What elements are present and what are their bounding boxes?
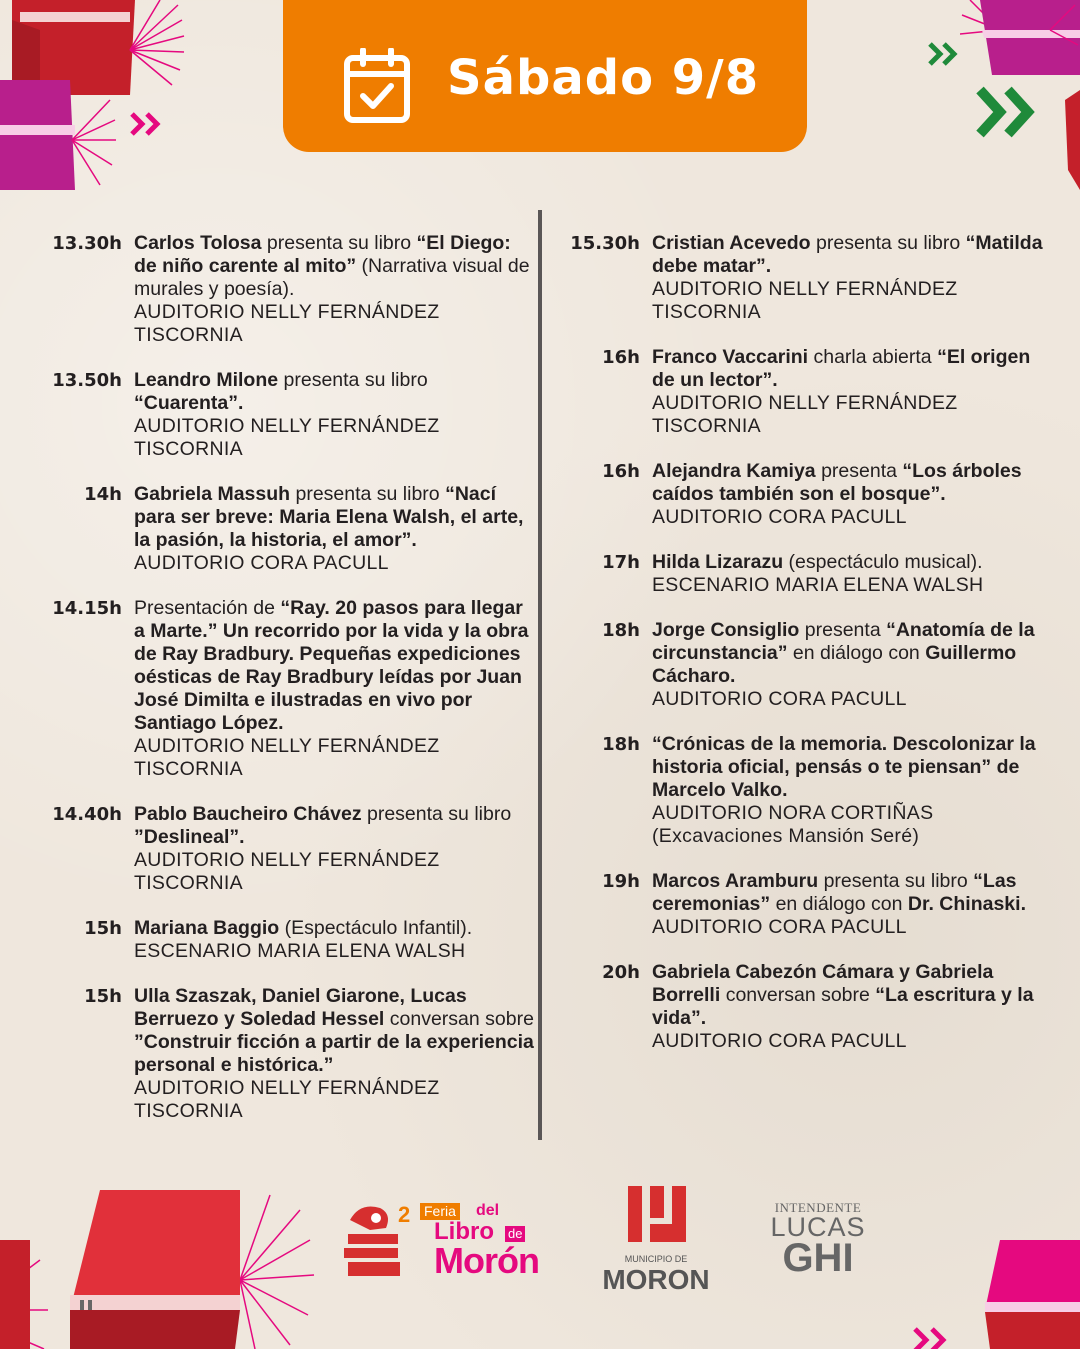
event-time: 20h — [602, 962, 640, 983]
event-time: 13.30h — [52, 233, 122, 254]
event-highlight: Guillermo Cácharo. — [652, 642, 1017, 687]
event-highlight: Alejandra Kamiya — [652, 460, 816, 482]
event-highlight: Carlos Tolosa — [134, 232, 262, 254]
event-venue: TISCORNIA — [134, 872, 243, 894]
feria-del: del — [476, 1202, 500, 1219]
event-text: conversan sobre — [720, 984, 876, 1006]
event-text: presenta — [799, 619, 887, 641]
event-description — [134, 232, 534, 347]
schedule-item — [44, 917, 534, 963]
event-time: 14.15h — [52, 598, 122, 619]
event-text: en diálogo con — [787, 642, 926, 664]
chevron-icon-pink — [130, 112, 164, 136]
feria-place: Morón — [434, 1240, 539, 1281]
event-description — [652, 870, 1052, 939]
schedule-item — [562, 346, 1052, 438]
event-venue: TISCORNIA — [134, 1100, 243, 1122]
event-description — [134, 917, 534, 963]
event-venue: AUDITORIO CORA PACULL — [652, 1030, 907, 1052]
calendar-check-icon — [343, 48, 411, 124]
event-time: 15h — [84, 986, 122, 1007]
event-time: 13.50h — [52, 370, 122, 391]
event-description — [652, 551, 1052, 597]
event-description — [652, 619, 1052, 711]
schedule-item — [562, 733, 1052, 848]
chevron-icon-pink-bottom — [912, 1326, 956, 1349]
chevron-icon-green-large — [976, 86, 1042, 138]
event-text: presenta su libro — [810, 232, 966, 254]
event-highlight: Pablo Baucheiro Chávez — [134, 803, 362, 825]
event-description — [134, 483, 534, 575]
schedule-item — [44, 483, 534, 575]
event-venue: AUDITORIO NORA CORTIÑAS — [652, 802, 934, 824]
schedule-item — [562, 619, 1052, 711]
event-text: Presentación de — [134, 597, 281, 619]
event-highlight: ”Construir ficción a partir de la experiencia personal e histórica.” — [134, 1031, 534, 1076]
schedule-item — [562, 870, 1052, 939]
feria-de: de — [505, 1226, 525, 1242]
event-description — [134, 597, 534, 781]
event-text: presenta su libro — [361, 803, 512, 825]
event-highlight: “Los árboles caídos también son el bosque”. — [652, 460, 1022, 505]
event-venue: AUDITORIO NELLY FERNÁNDEZ — [652, 392, 958, 414]
book-decoration-top-left — [0, 0, 190, 200]
intendente-label: INTENDENTE — [774, 1200, 862, 1215]
event-venue: TISCORNIA — [134, 758, 243, 780]
event-venue: AUDITORIO NELLY FERNÁNDEZ — [134, 1077, 440, 1099]
intendente-last-name: GHI — [782, 1236, 854, 1280]
right-schedule-column — [562, 232, 1052, 1075]
schedule-item — [562, 551, 1052, 597]
event-highlight: “El origen de un lector”. — [652, 346, 1031, 391]
event-venue: TISCORNIA — [652, 301, 761, 323]
event-venue: ESCENARIO MARIA ELENA WALSH — [652, 574, 984, 596]
column-divider — [538, 210, 542, 1140]
event-time: 19h — [602, 871, 640, 892]
event-highlight: “Las ceremonias” — [652, 870, 1017, 915]
event-text: presenta su libro — [290, 483, 446, 505]
event-venue: AUDITORIO CORA PACULL — [652, 916, 907, 938]
event-highlight: “El Diego: de niño carente al mito” — [134, 232, 511, 277]
book-decoration-bottom-right — [980, 1240, 1080, 1349]
event-description — [134, 985, 534, 1123]
event-highlight: Mariana Baggio — [134, 917, 280, 939]
event-highlight: “Matilda debe matar”. — [652, 232, 1043, 277]
event-venue: AUDITORIO CORA PACULL — [652, 506, 907, 528]
event-time: 15h — [84, 918, 122, 939]
schedule-item — [562, 460, 1052, 529]
feria-libro: Libro — [434, 1218, 494, 1245]
event-highlight: Franco Vaccarini — [652, 346, 809, 368]
event-description — [134, 369, 534, 461]
municipio-label: MUNICIPIO DE — [624, 1254, 688, 1264]
event-venue: TISCORNIA — [134, 324, 243, 346]
event-description — [652, 232, 1052, 324]
event-highlight: “Anatomía de la circunstancia” — [652, 619, 1035, 664]
intendente-first-name: LUCAS — [770, 1212, 866, 1242]
schedule-item — [44, 597, 534, 781]
book-decoration-bottom-left — [0, 1180, 320, 1349]
event-highlight: Dr. Chinaski. — [907, 893, 1026, 915]
event-venue: (Excavaciones Mansión Seré) — [652, 825, 920, 847]
event-text: conversan sobre — [384, 1008, 534, 1030]
event-highlight: “Nací para ser breve: Maria Elena Walsh, el arte, la pasión, la historia, el amor”. — [134, 483, 524, 551]
event-time: 17h — [602, 552, 640, 573]
event-text: presenta su libro — [261, 232, 417, 254]
event-time: 16h — [602, 347, 640, 368]
event-highlight: “Ray. 20 pasos para llegar a Marte.” Un recorrido por la vida y la obra de Ray Bradbury. Pequeñas expediciones oésticas de Ray Bradbury leídas por Juan José Dimilta e ilustradas en vivo por Santiago López. — [134, 597, 529, 734]
schedule-item — [44, 803, 534, 895]
event-highlight: “Crónicas de la memoria. Descolonizar la historia oficial, pensás o te piensan” de Marcelo Valko. — [652, 733, 1036, 801]
event-description — [652, 346, 1052, 438]
event-description — [652, 733, 1052, 848]
event-text: presenta — [815, 460, 903, 482]
schedule-item — [44, 232, 534, 347]
event-text: (Espectáculo Infantil). — [279, 917, 473, 939]
event-venue: ESCENARIO MARIA ELENA WALSH — [134, 940, 466, 962]
event-venue: AUDITORIO CORA PACULL — [134, 552, 389, 574]
feria-edition-number: 2 — [398, 1202, 411, 1227]
event-description — [652, 961, 1052, 1053]
date-header — [283, 0, 807, 152]
event-time: 15.30h — [570, 233, 640, 254]
feria-word: Feria — [420, 1203, 460, 1220]
event-description — [134, 803, 534, 895]
event-venue: TISCORNIA — [134, 438, 243, 460]
event-text: presenta su libro — [818, 870, 974, 892]
left-schedule-column — [44, 232, 534, 1145]
event-time: 16h — [602, 461, 640, 482]
event-venue: AUDITORIO CORA PACULL — [652, 688, 907, 710]
event-highlight: Ulla Szaszak, Daniel Giarone, Lucas Berruezo y Soledad Hessel — [134, 985, 467, 1030]
event-highlight: Marcos Aramburu — [652, 870, 819, 892]
event-highlight: Hilda Lizarazu — [652, 551, 784, 573]
event-highlight: Gabriela Massuh — [134, 483, 291, 505]
municipio-name: MORON — [602, 1264, 710, 1295]
event-highlight: “Cuarenta”. — [134, 392, 244, 414]
chevron-icon-green-small — [928, 42, 960, 66]
event-time: 18h — [602, 734, 640, 755]
event-highlight: Cristian Acevedo — [652, 232, 811, 254]
event-highlight: Gabriela Cabezón Cámara y Gabriela Borrelli — [652, 961, 994, 1006]
event-venue: AUDITORIO NELLY FERNÁNDEZ — [134, 415, 440, 437]
page-title: Sábado 9/8 — [447, 50, 760, 106]
schedule-item — [562, 232, 1052, 324]
event-highlight: Leandro Milone — [134, 369, 279, 391]
event-highlight: Jorge Consiglio — [652, 619, 800, 641]
event-text: (espectáculo musical). — [783, 551, 983, 573]
event-highlight: ”Deslineal”. — [134, 826, 245, 848]
event-text: (Narrativa visual de murales y poesía). — [134, 255, 530, 300]
event-text: presenta su libro — [278, 369, 428, 391]
event-time: 14h — [84, 484, 122, 505]
schedule-item — [44, 369, 534, 461]
event-venue: AUDITORIO NELLY FERNÁNDEZ — [134, 849, 440, 871]
event-time: 14.40h — [52, 804, 122, 825]
event-text: en diálogo con — [770, 893, 908, 915]
event-time: 18h — [602, 620, 640, 641]
event-description — [652, 460, 1052, 529]
feria-mascot-logo — [340, 1200, 404, 1280]
event-venue: AUDITORIO NELLY FERNÁNDEZ — [134, 735, 440, 757]
event-venue: AUDITORIO NELLY FERNÁNDEZ — [134, 301, 440, 323]
event-text: charla abierta — [808, 346, 938, 368]
schedule-item — [562, 961, 1052, 1053]
event-venue: AUDITORIO NELLY FERNÁNDEZ — [652, 278, 958, 300]
event-highlight: “La escritura y la vida”. — [652, 984, 1034, 1029]
municipio-moron-logo-mark — [628, 1186, 686, 1242]
event-venue: TISCORNIA — [652, 415, 761, 437]
schedule-item — [44, 985, 534, 1123]
